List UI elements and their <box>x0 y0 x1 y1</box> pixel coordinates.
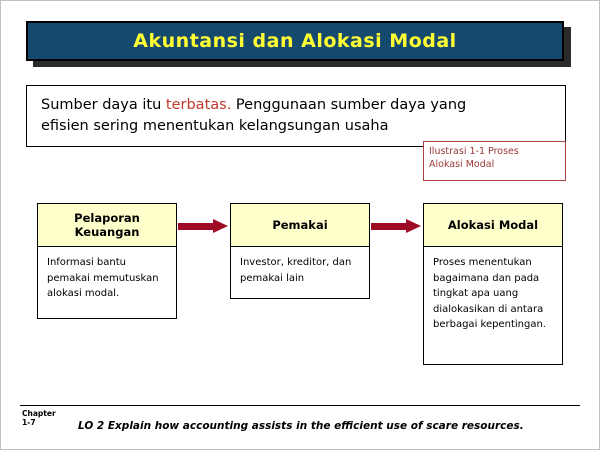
flow-header-line-2: Keuangan <box>74 225 140 239</box>
flow-body-text: Investor, kreditor, dan pemakai lain <box>240 257 352 284</box>
arrow-head <box>406 219 421 233</box>
chapter-label-line-2: 1-7 <box>22 418 36 427</box>
flow-column-alokasi-modal <box>423 203 563 365</box>
footer-divider <box>20 405 580 406</box>
flow-header-line-1: Pelaporan <box>74 211 140 225</box>
statement-line-2: efisien sering menentukan kelangsungan usaha <box>41 118 389 134</box>
flow-body-alokasi-modal <box>423 247 563 365</box>
statement-text-post: Penggunaan sumber daya yang <box>231 97 467 113</box>
statement-highlight: terbatas. <box>165 97 232 113</box>
title-bar <box>26 21 564 61</box>
statement-line-1 <box>41 95 553 116</box>
flow-body-text: Informasi bantu pemakai memutuskan alokasi modal. <box>47 257 159 299</box>
flow-header-pemakai <box>230 203 370 247</box>
statement-text-pre: Sumber daya itu <box>41 97 166 113</box>
arrow-right-icon-2 <box>371 219 423 233</box>
illustration-caption-line-2: Alokasi Modal <box>429 159 495 170</box>
arrow-head <box>213 219 228 233</box>
learning-objective-text: LO 2 Explain how accounting assists in the efficient use of scare resources. <box>78 420 524 432</box>
arrow-shaft <box>371 223 407 230</box>
flow-header-line-1: Alokasi Modal <box>447 218 539 232</box>
chapter-label <box>22 409 56 427</box>
flow-column-pemakai <box>230 203 370 299</box>
flow-body-pelaporan-keuangan <box>37 247 177 319</box>
statement-box <box>26 85 566 147</box>
illustration-caption-box <box>423 141 566 181</box>
flow-header-alokasi-modal <box>423 203 563 247</box>
illustration-caption-line-1: Ilustrasi 1-1 Proses <box>429 146 519 157</box>
arrow-shaft <box>178 223 214 230</box>
page-title: Akuntansi dan Alokasi Modal <box>133 30 457 52</box>
arrow-right-icon-1 <box>178 219 230 233</box>
flow-header-line-1: Pemakai <box>272 218 328 232</box>
flow-body-pemakai <box>230 247 370 299</box>
chapter-label-line-1: Chapter <box>22 409 56 418</box>
flow-column-pelaporan-keuangan <box>37 203 177 319</box>
flow-body-text: Proses menentukan bagaimana dan pada tingkat apa uang dialokasikan di antara berbagai kepentingan. <box>433 257 546 330</box>
flow-header-pelaporan-keuangan <box>37 203 177 247</box>
